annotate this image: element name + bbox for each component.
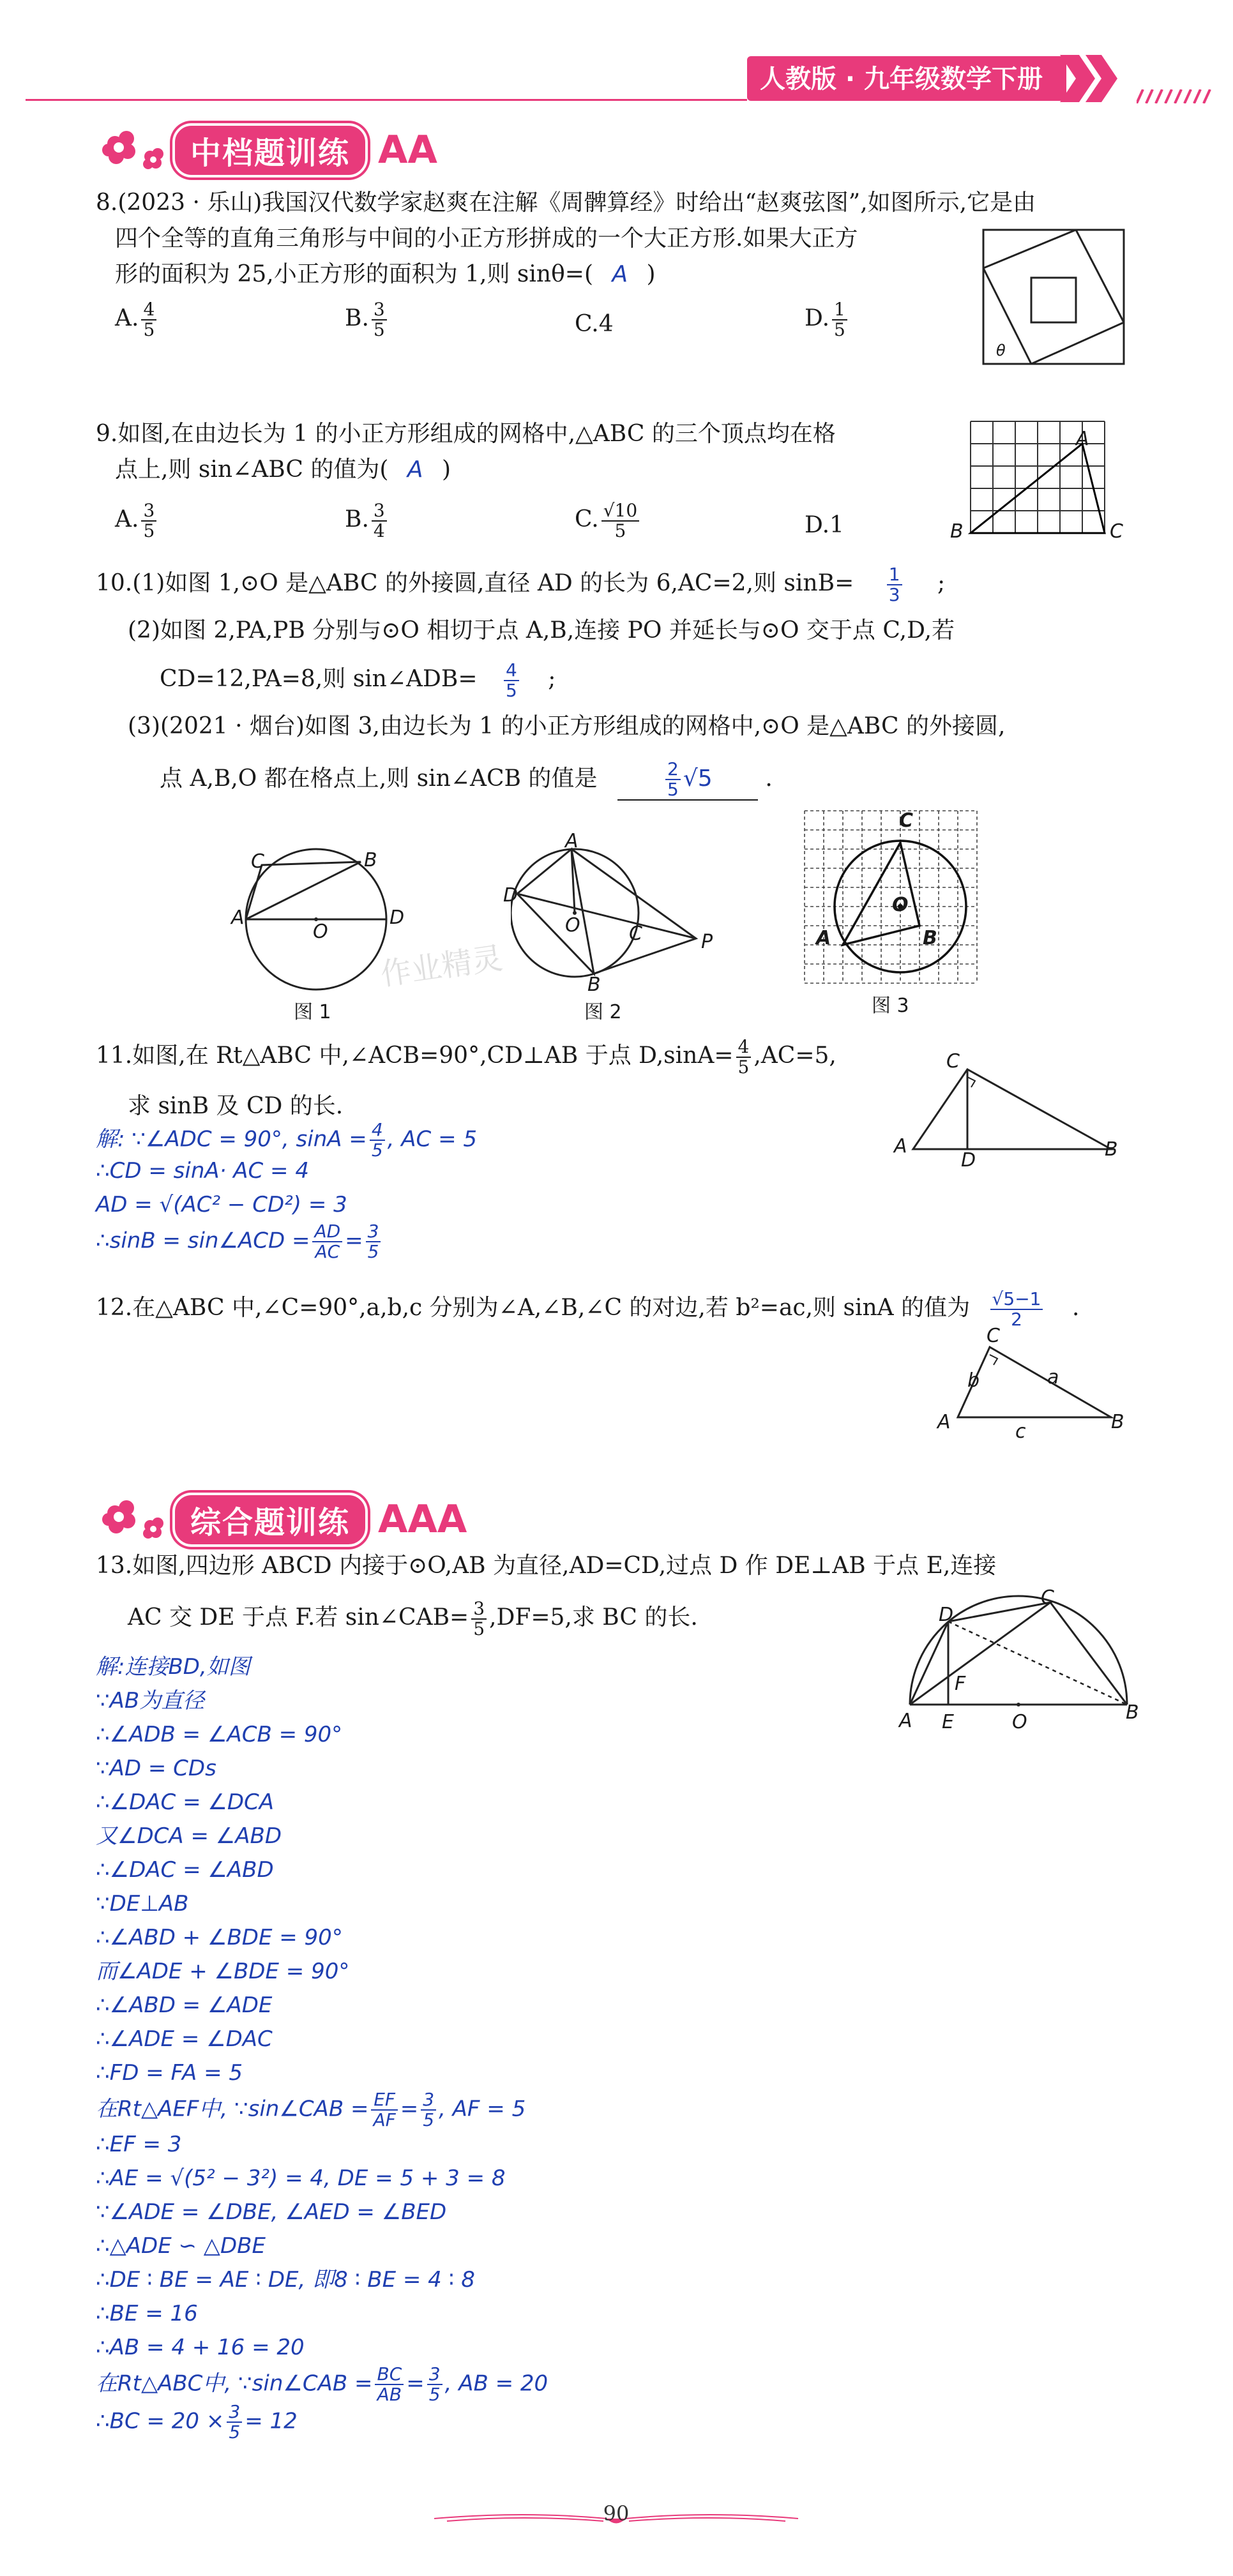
- q9-option-c: [575, 501, 642, 541]
- q9-answer: A: [407, 456, 423, 483]
- q10-ans1-den: 3: [888, 584, 900, 605]
- q9-option-a-frac: [141, 501, 156, 541]
- q13-sol22-num: BC: [375, 2365, 404, 2385]
- q10-ans3-num: 2: [665, 760, 681, 780]
- q10-ans3-frac: [665, 760, 681, 799]
- q11-sol1-num: 4: [370, 1120, 385, 1141]
- q13-sol-line21: ∴AB = 4 + 16 = 20: [96, 2335, 305, 2360]
- q10-f2-a: A: [565, 830, 579, 852]
- q12-period: .: [1071, 1295, 1080, 1321]
- q13-label-c: C: [1041, 1586, 1054, 1609]
- q11-label-a: A: [894, 1135, 907, 1157]
- q10-semi1: ;: [937, 570, 946, 596]
- q9-line2-text: 点上,则 sin∠ABC 的值为(: [115, 456, 389, 483]
- q11-sol-line3: AD = √(AC² − CD²) = 3: [96, 1192, 347, 1217]
- q13-sol22-frac2: [427, 2365, 443, 2404]
- q11-line2: 求 sinB 及 CD 的长.: [128, 1093, 344, 1119]
- q10-f2-p: P: [701, 931, 713, 953]
- q10-figure2: [511, 843, 709, 996]
- q11-sol4-num2: 3: [366, 1222, 381, 1242]
- q10-line3-text: CD=12,PA=8,则 sin∠ADB=: [160, 666, 478, 692]
- q11-sol4a: ∴sinB = sin∠ACD =: [96, 1228, 310, 1254]
- section-intermediate: [96, 124, 437, 176]
- q13-sol-line: 而∠ADE + ∠BDE = 90°: [96, 1959, 350, 1984]
- q11-sol4-frac2: [366, 1222, 381, 1262]
- q12-label-c: C: [987, 1325, 1000, 1347]
- q13-sol-line15: ∴EF = 3: [96, 2132, 182, 2157]
- q11-sol1a: 解: ∵∠ADC = 90°, sinA =: [96, 1126, 367, 1152]
- q8-a-num: 4: [141, 300, 156, 320]
- q10-f3-o: O: [892, 894, 909, 916]
- section-level: AAA: [378, 1497, 467, 1542]
- q13-sol14b: =: [400, 2096, 419, 2122]
- q8-d-num: 1: [832, 300, 847, 320]
- q10-line1-text: 10.(1)如图 1,⊙O 是△ABC 的外接圆,直径 AD 的长为 6,AC=2,则 sinB=: [96, 570, 854, 596]
- q13-sol23-den: 5: [229, 2422, 241, 2443]
- q8-option-a-frac: [141, 300, 156, 340]
- q11-triangle-figure: [907, 1063, 1124, 1159]
- q13-label-o: O: [1012, 1711, 1027, 1733]
- q13-sol14-den: AF: [373, 2109, 396, 2130]
- q10-ans1: [887, 565, 902, 605]
- header-bar: [0, 0, 1233, 109]
- q13-sol22-frac: [375, 2365, 404, 2404]
- q12-line1: [96, 1290, 1079, 1329]
- q10-ans1-num: 1: [887, 565, 902, 585]
- q11-sol4-den2: 5: [367, 1241, 379, 1262]
- q11-sin-den: 5: [738, 1057, 750, 1078]
- q13-label-b: B: [1126, 1701, 1139, 1724]
- q11-line1-text: 11.如图,在 Rt△ABC 中,∠ACB=90°,CD⊥AB 于点 D,sinA=: [96, 1043, 734, 1069]
- section-comprehensive: [96, 1494, 467, 1545]
- q13-sol14-num: EF: [371, 2090, 397, 2111]
- q13-sol-line18: ∴△ADE ∽ △DBE: [96, 2233, 266, 2259]
- q9-a-num: 3: [141, 501, 156, 522]
- q11-sol4b: =: [345, 1228, 363, 1254]
- q9-option-d: D.1: [805, 512, 844, 538]
- q13-sol22-num2: 3: [427, 2365, 443, 2385]
- q13-sol-line22: [96, 2365, 548, 2404]
- q13-label-e: E: [942, 1711, 954, 1733]
- q10-ans2: [504, 661, 519, 700]
- q8-option-d-frac: [832, 300, 847, 340]
- q13-sol14-den2: 5: [423, 2109, 435, 2130]
- q8-d-den: 5: [834, 319, 845, 340]
- q10-f3-a: A: [816, 927, 831, 949]
- q13-sol-line20: ∴BE = 16: [96, 2301, 198, 2326]
- q10-line4: (3)(2021 · 烟台)如图 3,由边长为 1 的小正方形组成的网格中,⊙O 是△ABC 的外接圆,: [128, 713, 1006, 739]
- q11-sin-frac: [736, 1037, 752, 1077]
- q13-sol-line: 又∠DCA = ∠ABD: [96, 1823, 282, 1849]
- q9-option-b-label: B.: [345, 506, 369, 532]
- q10-line1: [96, 565, 945, 605]
- q8-line3-text: 形的面积为 25,小正方形的面积为 1,则 sinθ=(: [115, 261, 593, 287]
- q9-option-b: [345, 501, 390, 541]
- q9-label-a: A: [1076, 428, 1089, 450]
- q11-line1b: ,AC=5,: [753, 1043, 836, 1069]
- q10-line3: [160, 661, 556, 700]
- header-rule: [26, 99, 747, 101]
- q8-close: ): [646, 261, 656, 287]
- q9-option-c-frac: [601, 501, 639, 541]
- q13-semicircle-figure: [900, 1590, 1137, 1717]
- q13-line2-frac: [471, 1599, 487, 1639]
- q13-sol-line: ∴∠ADE = ∠DAC: [96, 2026, 273, 2052]
- q13-sol14-frac2: [421, 2090, 436, 2130]
- q11-sol1b: , AC = 5: [387, 1126, 477, 1152]
- q10-fig3-caption: 图 3: [872, 995, 909, 1017]
- q10-semi2: ;: [548, 666, 556, 692]
- q13-sol-line: ∴∠DAC = ∠DCA: [96, 1789, 275, 1815]
- q13-line1: 13.如图,四边形 ABCD 内接于⊙O,AB 为直径,AD=CD,过点 D 作 DE⊥AB 于点 E,连接: [96, 1553, 997, 1579]
- q13-sol-line17: ∵∠ADE = ∠DBE, ∠AED = ∠BED: [96, 2199, 447, 2225]
- q13-sol14-num2: 3: [421, 2090, 436, 2111]
- q13-sol22b: =: [406, 2370, 425, 2397]
- q13-sol-line14: [96, 2090, 526, 2130]
- q11-sol-line2: ∴CD = sinA· AC = 4: [96, 1158, 309, 1184]
- q13-sol-line: ∵AD = CDs: [96, 1756, 216, 1781]
- q13-sol-line: ∴∠ADB = ∠ACB = 90°: [96, 1722, 343, 1747]
- q8-b-den: 5: [373, 319, 385, 340]
- q10-fig1-caption: 图 1: [294, 1001, 331, 1023]
- q9-label-c: C: [1110, 520, 1123, 543]
- header-chevrons-icon: [1060, 55, 1137, 102]
- q13-sol23-num: 3: [227, 2402, 242, 2423]
- q12-line1-text: 12.在△ABC 中,∠C=90°,a,b,c 分别为∠A,∠B,∠C 的对边,若 b²=ac,则 sinA 的值为: [96, 1295, 971, 1321]
- q13-label-a: A: [899, 1710, 912, 1732]
- q13-label-f: F: [955, 1673, 966, 1695]
- q11-sol4-num: AD: [312, 1222, 342, 1242]
- q12-label-side-a: a: [1047, 1366, 1059, 1389]
- q10-f2-c: C: [629, 923, 642, 945]
- q8-answer: A: [612, 261, 628, 287]
- q8-b-num: 3: [372, 300, 387, 320]
- q8-option-d: [805, 300, 850, 340]
- flower-icon: [96, 1494, 172, 1545]
- q10-ans3: [617, 760, 758, 801]
- q13-sol-line16: ∴AE = √(5² − 3²) = 4, DE = 5 + 3 = 8: [96, 2165, 506, 2191]
- q10-f1-b: B: [364, 849, 377, 871]
- q9-b-num: 3: [372, 501, 387, 522]
- q9-a-den: 5: [143, 520, 155, 541]
- section-title: 综合题训练: [172, 1493, 368, 1547]
- q9-close: ): [441, 456, 451, 483]
- q9-option-c-label: C.: [575, 506, 599, 532]
- q13-sol14a: 在Rt△AEF中, ∵sin∠CAB =: [96, 2096, 369, 2122]
- q12-label-side-c: c: [1015, 1420, 1026, 1443]
- q13-line2a: AC 交 DE 于点 F.若 sin∠CAB=: [128, 1604, 469, 1631]
- q12-ans-num: √5−1: [990, 1290, 1043, 1310]
- q11-sol1-frac: [370, 1120, 385, 1160]
- q10-ans3-den: 5: [667, 779, 679, 800]
- q9-c-den: 5: [614, 520, 626, 541]
- q11-line1: [96, 1037, 836, 1077]
- section-title: 中档题训练: [172, 123, 368, 177]
- q12-label-b: B: [1111, 1411, 1124, 1433]
- q13-sol-line: 解:连接BD,如图: [96, 1654, 250, 1680]
- q12-label-a: A: [937, 1411, 951, 1433]
- q13-sol23b: = 12: [245, 2408, 298, 2434]
- q11-label-c: C: [946, 1050, 960, 1073]
- q8-option-d-label: D.: [805, 305, 830, 331]
- q9-line1: 9.如图,在由边长为 1 的小正方形组成的网格中,△ABC 的三个顶点均在格: [96, 421, 836, 447]
- q10-f2-o: O: [565, 914, 580, 937]
- q12-ans-den: 2: [1011, 1309, 1022, 1330]
- q11-sin-num: 4: [736, 1037, 752, 1058]
- header-stripes-icon: [1137, 89, 1213, 103]
- section-level: AA: [378, 128, 437, 172]
- q8-option-a: [115, 300, 159, 340]
- q13-sol-line: ∴FD = FA = 5: [96, 2060, 243, 2086]
- q8-option-c: C.4: [575, 311, 614, 337]
- q10-ans2-num: 4: [504, 661, 519, 681]
- q12-ans: [990, 1290, 1043, 1329]
- q13-l2-num: 3: [471, 1599, 487, 1620]
- q13-sol-line: ∵DE⊥AB: [96, 1891, 189, 1917]
- q8-option-b-label: B.: [345, 305, 369, 331]
- q9-label-b: B: [950, 520, 964, 543]
- q11-sol4-frac: [312, 1222, 342, 1262]
- q8-option-b-frac: [372, 300, 387, 340]
- q13-l2-den: 5: [473, 1618, 485, 1639]
- q10-f1-d: D: [390, 907, 405, 929]
- q13-sol22-den2: 5: [428, 2384, 441, 2405]
- q13-line2b: ,DF=5,求 BC 的长.: [489, 1604, 698, 1631]
- q10-f1-c: C: [251, 850, 264, 873]
- q13-sol22-den: AB: [377, 2384, 402, 2405]
- q13-sol23-frac: [227, 2402, 242, 2442]
- q10-f2-b: B: [587, 974, 601, 996]
- q13-sol14-frac: [371, 2090, 397, 2130]
- q8-line2: 四个全等的直角三角形与中间的小正方形拼成的一个大正方形.如果大正方: [115, 225, 858, 252]
- q9-line2: [115, 452, 451, 488]
- q10-ans2-den: 5: [505, 680, 517, 701]
- q10-figure3: [801, 808, 980, 986]
- q13-sol-line: ∵AB为直径: [96, 1688, 205, 1714]
- q10-ans3-rad: √5: [683, 765, 713, 792]
- q10-fig2-caption: 图 2: [584, 1001, 622, 1023]
- q8-a-den: 5: [143, 319, 155, 340]
- q10-f1-o: O: [313, 921, 328, 943]
- q10-line5-text: 点 A,B,O 都在格点上,则 sin∠ACB 的值是: [160, 765, 598, 792]
- q11-label-b: B: [1105, 1138, 1118, 1161]
- page-number: 90: [603, 2501, 630, 2526]
- q12-label-side-b: b: [967, 1369, 980, 1392]
- q8-theta-label: θ: [996, 342, 1006, 359]
- q13-line2: [128, 1599, 698, 1639]
- q13-sol-line: ∴∠ABD = ∠ADE: [96, 1992, 273, 2018]
- flower-icon: [96, 124, 172, 176]
- q10-f1-a: A: [231, 907, 245, 929]
- q8-option-b: [345, 300, 390, 340]
- q13-sol23a: ∴BC = 20 ×: [96, 2408, 225, 2434]
- q9-b-den: 4: [373, 520, 385, 541]
- q9-option-a-label: A.: [115, 506, 139, 532]
- q11-label-d: D: [961, 1149, 976, 1171]
- q9-option-a: [115, 501, 159, 541]
- q13-sol-line19: ∴DE ∶ BE = AE ∶ DE, 即8 ∶ BE = 4 ∶ 8: [96, 2267, 475, 2293]
- q9-option-b-frac: [372, 501, 387, 541]
- q13-sol-line: ∴∠DAC = ∠ABD: [96, 1857, 274, 1883]
- q10-line5: [160, 760, 773, 801]
- q8-line1: 8.(2023 · 乐山)我国汉代数学家赵爽在注解《周髀算经》时给出“赵爽弦图”,如图所示,它是由: [96, 190, 1036, 216]
- q10-f3-c: C: [899, 810, 914, 832]
- q13-sol14c: , AF = 5: [439, 2096, 526, 2122]
- q10-f3-b: B: [923, 927, 937, 949]
- q13-sol22c: , AB = 20: [444, 2370, 548, 2397]
- q11-sol-line4: [96, 1222, 383, 1262]
- q13-label-d: D: [939, 1604, 954, 1626]
- q8-line3: [115, 257, 656, 292]
- q9-c-num: √10: [601, 501, 639, 522]
- q11-sol1-den: 5: [371, 1140, 383, 1161]
- q13-sol-line: ∴∠ABD + ∠BDE = 90°: [96, 1925, 343, 1950]
- q13-sol22a: 在Rt△ABC中, ∵sin∠CAB =: [96, 2370, 373, 2397]
- q10-period: .: [765, 765, 773, 792]
- header-title: 人教版 · 九年级数学下册: [760, 64, 1043, 94]
- q11-sol4-den: AC: [315, 1241, 340, 1262]
- watermark: 作业精灵: [378, 940, 505, 993]
- q8-option-a-label: A.: [115, 305, 139, 331]
- q13-sol-line23: [96, 2402, 298, 2442]
- q10-f2-d: D: [503, 884, 518, 907]
- q10-line2: (2)如图 2,PA,PB 分别与⊙O 相切于点 A,B,连接 PO 并延长与⊙O 交于点 C,D,若: [128, 617, 955, 644]
